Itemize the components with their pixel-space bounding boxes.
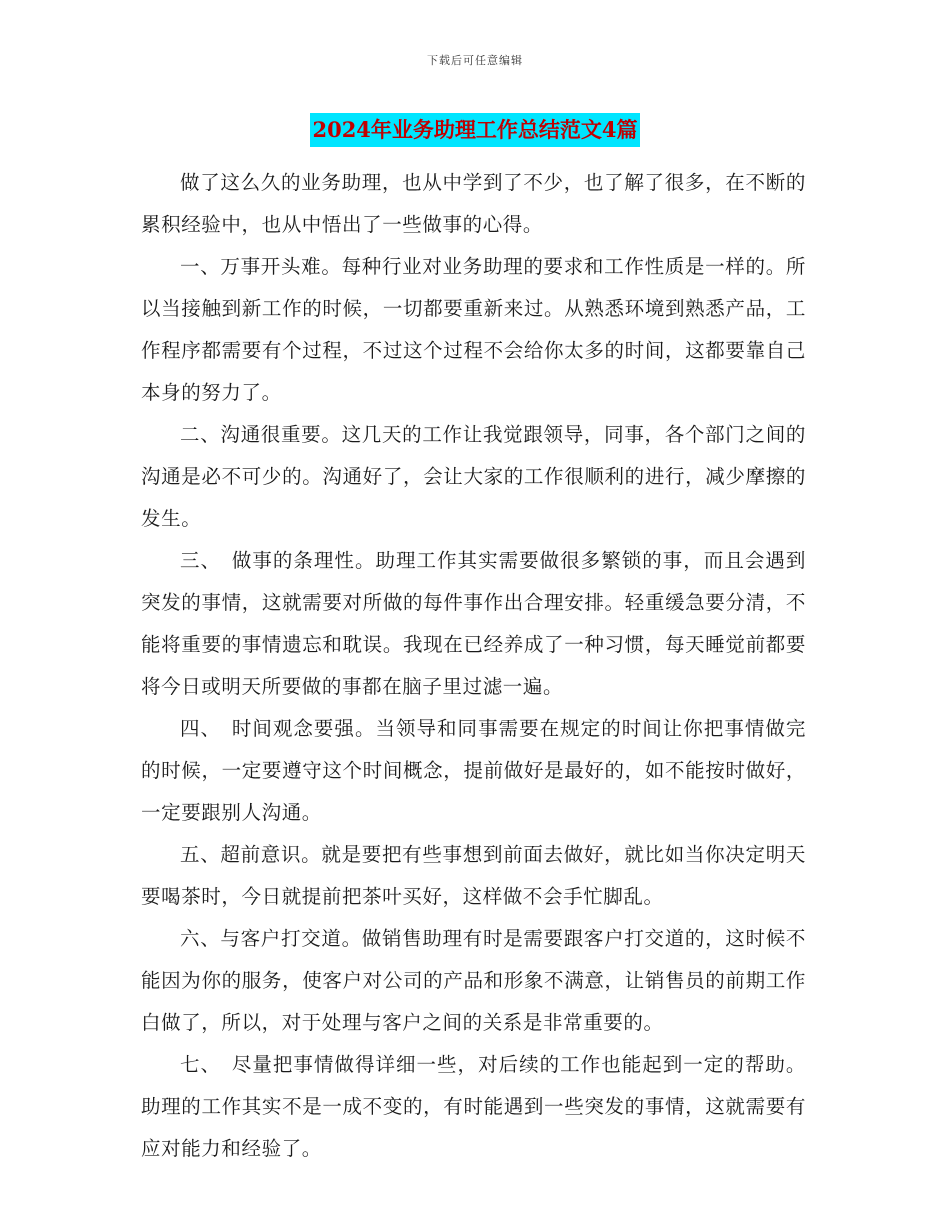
paragraph-point-1: 一、万事开头难。每种行业对业务助理的要求和工作性质是一样的。所以当接触到新工作的时候，一切都要重新来过。从熟悉环境到熟悉产品，工作程序都需要有个过程，不过这个过程不会给你太多的时间，这都要靠自己本身的努力了。 (141, 255, 806, 404)
page-header: 下载后可任意编辑 (427, 54, 523, 67)
paragraph-point-2: 二、沟通很重要。这几天的工作让我觉跟领导，同事，各个部门之间的沟通是必不可少的。沟通好了，会让大家的工作很顺利的进行，减少摩擦的发生。 (141, 423, 806, 530)
paragraph-point-6: 六、与客户打交道。做销售助理有时是需要跟客户打交道的，这时候不能因为你的服务，使客户对公司的产品和形象不满意，让销售员的前期工作白做了，所以，对于处理与客户之间的关系是非常重要的。 (141, 927, 806, 1034)
document-body (141, 162, 806, 1170)
paragraph-point-4: 四、 时间观念要强。当领导和同事需要在规定的时间让你把事情做完的时候，一定要遵守这个时间概念，提前做好是最好的，如不能按时做好，一定要跟别人沟通。 (141, 717, 806, 824)
paragraph-point-7: 七、 尽量把事情做得详细一些，对后续的工作也能起到一定的帮助。助理的工作其实不是一成不变的，有时能遇到一些突发的事情，这就需要有应对能力和经验了。 (141, 1053, 806, 1160)
title-container (0, 113, 950, 147)
paragraph-intro: 做了这么久的业务助理，也从中学到了不少，也了解了很多，在不断的累积经验中，也从中悟出了一些做事的心得。 (141, 171, 806, 236)
paragraph-point-5: 五、超前意识。就是要把有些事想到前面去做好，就比如当你决定明天要喝茶时，今日就提前把茶叶买好，这样做不会手忙脚乱。 (141, 843, 806, 908)
document-title: 2024年业务助理工作总结范文4篇 (310, 113, 639, 147)
paragraph-point-3: 三、 做事的条理性。助理工作其实需要做很多繁锁的事，而且会遇到突发的事情，这就需要对所做的每件事作出合理安排。轻重缓急要分清，不能将重要的事情遗忘和耽误。我现在已经养成了一种习惯，每天睡觉前都要将今日或明天所要做的事都在脑子里过滤一遍。 (141, 549, 806, 698)
